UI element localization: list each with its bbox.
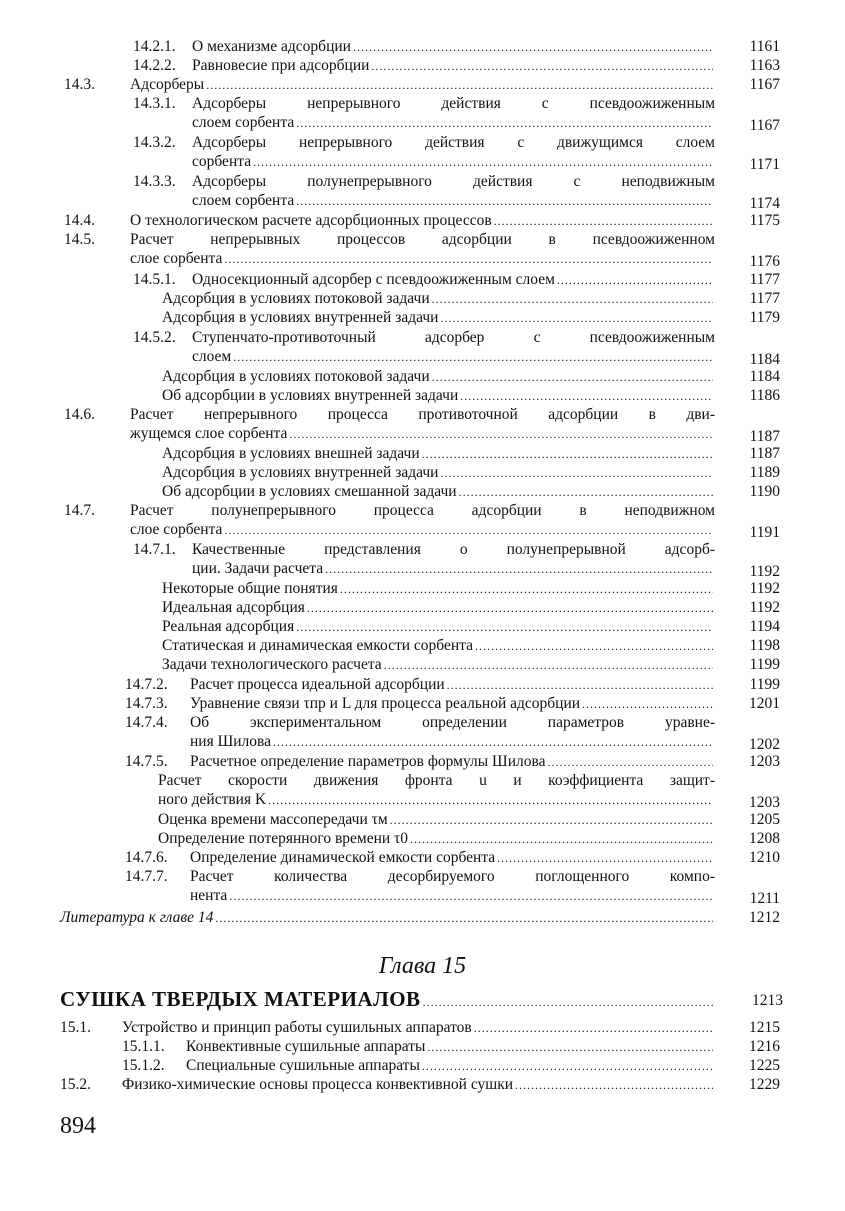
- leader-dots: [289, 425, 713, 444]
- toc-entry-number: 14.7.6.: [125, 849, 168, 866]
- leader-dots: [229, 887, 713, 906]
- toc-entry-number: 14.5.1.: [133, 271, 176, 288]
- toc-entry-page: 1194: [749, 618, 780, 635]
- toc-entry-title: слое сорбента: [130, 521, 223, 538]
- toc-entry-title: ции. Задачи расчета: [192, 560, 324, 577]
- toc-entry-page: 1192: [749, 580, 780, 597]
- leader-dots: [427, 1038, 713, 1057]
- leader-dots: [296, 618, 713, 637]
- page-number: 894: [60, 1113, 96, 1139]
- toc-entry-title: Ступенчато-противоточный адсорбер с псевдоожиженным: [192, 329, 715, 346]
- toc-entry-title: О технологическом расчете адсорбционных процессов: [130, 212, 492, 229]
- leader-dots: [307, 599, 713, 618]
- leader-dots: [206, 76, 713, 95]
- toc-entry-number: 15.1.1.: [122, 1038, 165, 1055]
- toc-entry-page: 1176: [749, 253, 780, 270]
- toc-entry-number: 15.1.: [60, 1019, 91, 1036]
- toc-entry-page: 1167: [749, 76, 780, 93]
- chapter-title: СУШКА ТВЕРДЫХ МАТЕРИАЛОВ: [60, 987, 421, 1011]
- toc-entry-number: 14.3.2.: [133, 134, 176, 151]
- toc-entry-title: Адсорбция в условиях внешней задачи: [162, 445, 420, 462]
- toc-entry-title: Об адсорбции в условиях внутренней задачи: [162, 387, 459, 404]
- leader-dots: [474, 1019, 713, 1038]
- toc-entry-title: Оценка времени массопередачи τм: [158, 811, 388, 828]
- leader-dots: [353, 38, 713, 57]
- toc-entry-page: 1215: [749, 1019, 780, 1036]
- toc-entry-title: Расчет полунепрерывного процесса адсорбции в неподвижном: [130, 502, 715, 519]
- leader-dots: [440, 464, 713, 483]
- toc-entry-number: 14.5.2.: [133, 329, 176, 346]
- toc-entry-number: 15.1.2.: [122, 1057, 165, 1074]
- toc-entry-page: 1203: [749, 753, 780, 770]
- toc-entry-number: 14.7.7.: [125, 868, 168, 885]
- toc-entry-page: 1201: [749, 695, 780, 712]
- toc-entry-title: Литература к главе 14: [60, 909, 214, 926]
- leader-dots: [432, 290, 713, 309]
- toc-entry-page: 1199: [749, 676, 780, 693]
- leader-dots: [390, 811, 713, 830]
- toc-entry-page: 1186: [749, 387, 780, 404]
- toc-entry-title: слоем сорбента: [192, 192, 295, 209]
- toc-entry-page: 1211: [749, 890, 780, 907]
- leader-dots: [224, 250, 713, 269]
- leader-dots: [422, 445, 713, 464]
- toc-entry-title: Адсорберы: [130, 76, 205, 93]
- leader-dots: [224, 521, 713, 540]
- toc-entry-page: 1177: [749, 271, 780, 288]
- toc-entry-page: 1187: [749, 445, 780, 462]
- toc-entry-title: Идеальная адсорбция: [162, 599, 305, 616]
- toc-entry-title: Статическая и динамическая емкости сорбента: [162, 637, 473, 654]
- toc-entry-page: 1175: [749, 212, 780, 229]
- toc-entry-page: 1192: [749, 563, 780, 580]
- toc-entry-title: Устройство и принцип работы сушильных аппаратов: [122, 1019, 472, 1036]
- toc-entry-page: 1192: [749, 599, 780, 616]
- leader-dots: [371, 57, 713, 76]
- toc-entry-page: 1190: [749, 483, 780, 500]
- toc-entry-page: 1179: [749, 309, 780, 326]
- leader-dots: [440, 309, 713, 328]
- toc-entry-page: 1189: [749, 464, 780, 481]
- leader-dots: [432, 368, 713, 387]
- toc-entry-title: Задачи технологического расчета: [162, 656, 382, 673]
- leader-dots: [547, 753, 713, 772]
- toc-entry-title: Расчетное определение параметров формулы Шилова: [190, 753, 546, 770]
- toc-entry-title: О механизме адсорбции: [192, 38, 351, 55]
- toc-entry-number: 14.7.4.: [125, 714, 168, 731]
- toc-entry-number: 14.3.3.: [133, 173, 176, 190]
- leader-dots: [475, 637, 713, 656]
- leader-dots: [384, 656, 713, 675]
- leader-dots: [459, 483, 713, 502]
- toc-entry-page: 1191: [749, 524, 780, 541]
- toc-entry-title: Об экспериментальном определении параметров уравне-: [190, 714, 715, 731]
- toc-entry-title: нента: [190, 887, 228, 904]
- toc-entry-page: 1229: [749, 1076, 780, 1093]
- toc-entry-number: 14.3.: [64, 76, 95, 93]
- toc-entry-number: 14.7.5.: [125, 753, 168, 770]
- toc-entry-title: Уравнение связи τпр и L для процесса реальной адсорбции: [190, 695, 581, 712]
- chapter-heading: Глава 15: [378, 953, 467, 979]
- leader-dots: [268, 791, 713, 810]
- toc-entry-title: Расчет процесса идеальной адсорбции: [190, 676, 445, 693]
- leader-dots: [296, 114, 713, 133]
- toc-entry-title: слоем сорбента: [192, 114, 295, 131]
- toc-entry-page: 1171: [749, 156, 780, 173]
- toc-entry-title: Адсорберы непрерывного действия с движущимся слоем: [192, 134, 715, 151]
- toc-entry-page: 1161: [749, 38, 780, 55]
- toc-entry-title: ного действия K: [158, 791, 267, 808]
- toc-entry-page: 1177: [749, 290, 780, 307]
- toc-entry-number: 14.5.: [64, 231, 95, 248]
- leader-dots: [296, 192, 713, 211]
- toc-entry-number: 14.2.1.: [133, 38, 176, 55]
- toc-entry-page: 1225: [749, 1057, 780, 1074]
- toc-entry-page: 1187: [749, 428, 780, 445]
- leader-dots: [340, 580, 713, 599]
- toc-entry-title: слоем: [192, 348, 232, 365]
- toc-entry-title: Расчет количества десорбируемого поглощенного компо-: [190, 868, 715, 885]
- toc-entry-title: Расчет непрерывных процессов адсорбции в псевдоожиженном: [130, 231, 715, 248]
- toc-entry-page: 1199: [749, 656, 780, 673]
- toc-entry-title: Физико-химические основы процесса конвективной сушки: [122, 1076, 514, 1093]
- toc-entry-number: 15.2.: [60, 1076, 91, 1093]
- toc-entry-title: Специальные сушильные аппараты: [186, 1057, 420, 1074]
- leader-dots: [515, 1076, 713, 1095]
- leader-dots: [273, 733, 713, 752]
- toc-entry-title: Конвективные сушильные аппараты: [186, 1038, 426, 1055]
- toc-entry-title: Равновесие при адсорбции: [192, 57, 370, 74]
- toc-entry-number: 14.7.2.: [125, 676, 168, 693]
- leader-dots: [215, 909, 713, 928]
- chapter-title-row: [60, 987, 715, 1012]
- toc-entry-page: 1184: [749, 368, 780, 385]
- toc-entry-number: 14.6.: [64, 406, 95, 423]
- toc-entry-title: Односекционный адсорбер с псевдоожиженным слоем: [192, 271, 555, 288]
- toc-entry-page: 1203: [749, 794, 780, 811]
- leader-dots: [494, 212, 713, 231]
- toc-entry-title: Расчет непрерывного процесса противоточной адсорбции в дви-: [130, 406, 715, 423]
- leader-dots: [582, 695, 713, 714]
- chapter-title-page: 1213: [752, 992, 783, 1009]
- toc-entry-page: 1216: [749, 1038, 780, 1055]
- toc-entry-number: 14.7.1.: [133, 541, 176, 558]
- toc-entry-title: ния Шилова: [190, 733, 272, 750]
- leader-dots: [325, 560, 713, 579]
- toc-entry-title: Об адсорбции в условиях смешанной задачи: [162, 483, 457, 500]
- toc-entry-title: сорбента: [192, 153, 252, 170]
- toc-entry-title: Качественные представления о полунепрерывной адсорб-: [192, 541, 715, 558]
- toc-entry-page: 1198: [749, 637, 780, 654]
- leader-dots: [447, 676, 713, 695]
- leader-dots: [410, 830, 713, 849]
- toc-entry-page: 1163: [749, 57, 780, 74]
- toc-entry-number: 14.3.1.: [133, 95, 176, 112]
- toc-entry-title: Реальная адсорбция: [162, 618, 295, 635]
- toc-entry-number: 14.7.3.: [125, 695, 168, 712]
- leader-dots: [422, 1057, 713, 1076]
- toc-entry-number: 14.4.: [64, 212, 95, 229]
- toc-entry-title: Адсорберы полунепрерывного действия с неподвижным: [192, 173, 715, 190]
- toc-entry-page: 1202: [749, 736, 780, 753]
- toc-entry-title: Адсорбция в условиях потоковой задачи: [162, 290, 430, 307]
- toc-entry-title: слое сорбента: [130, 250, 223, 267]
- toc-entry-title: Адсорбция в условиях внутренней задачи: [162, 309, 439, 326]
- toc-entry-title: Адсорбция в условиях потоковой задачи: [162, 368, 430, 385]
- leader-dots: [557, 271, 713, 290]
- leader-dots: [233, 348, 713, 367]
- leader-dots: [497, 849, 713, 868]
- toc-entry-title: Определение потерянного времени τ0: [158, 830, 409, 847]
- toc-entry-title: жущемся слое сорбента: [130, 425, 288, 442]
- toc-entry-number: 14.2.2.: [133, 57, 176, 74]
- toc-entry-page: 1210: [749, 849, 780, 866]
- leader-dots: [423, 995, 715, 1010]
- toc-entry-page: 1167: [749, 117, 780, 134]
- toc-entry-page: 1208: [749, 830, 780, 847]
- toc-entry-page: 1212: [749, 909, 780, 926]
- toc-entry-title: Некоторые общие понятия: [162, 580, 338, 597]
- toc-entry-page: 1184: [749, 351, 780, 368]
- toc-entry-title: Адсорберы непрерывного действия с псевдоожиженным: [192, 95, 715, 112]
- leader-dots: [460, 387, 713, 406]
- toc-entry-number: 14.7.: [64, 502, 95, 519]
- toc-entry-title: Расчет скорости движения фронта u и коэффициента защит-: [158, 772, 715, 789]
- toc-entry-page: 1205: [749, 811, 780, 828]
- toc-entry-page: 1174: [749, 195, 780, 212]
- leader-dots: [253, 153, 713, 172]
- toc-entry-title: Определение динамической емкости сорбента: [190, 849, 496, 866]
- toc-entry-title: Адсорбция в условиях внутренней задачи: [162, 464, 439, 481]
